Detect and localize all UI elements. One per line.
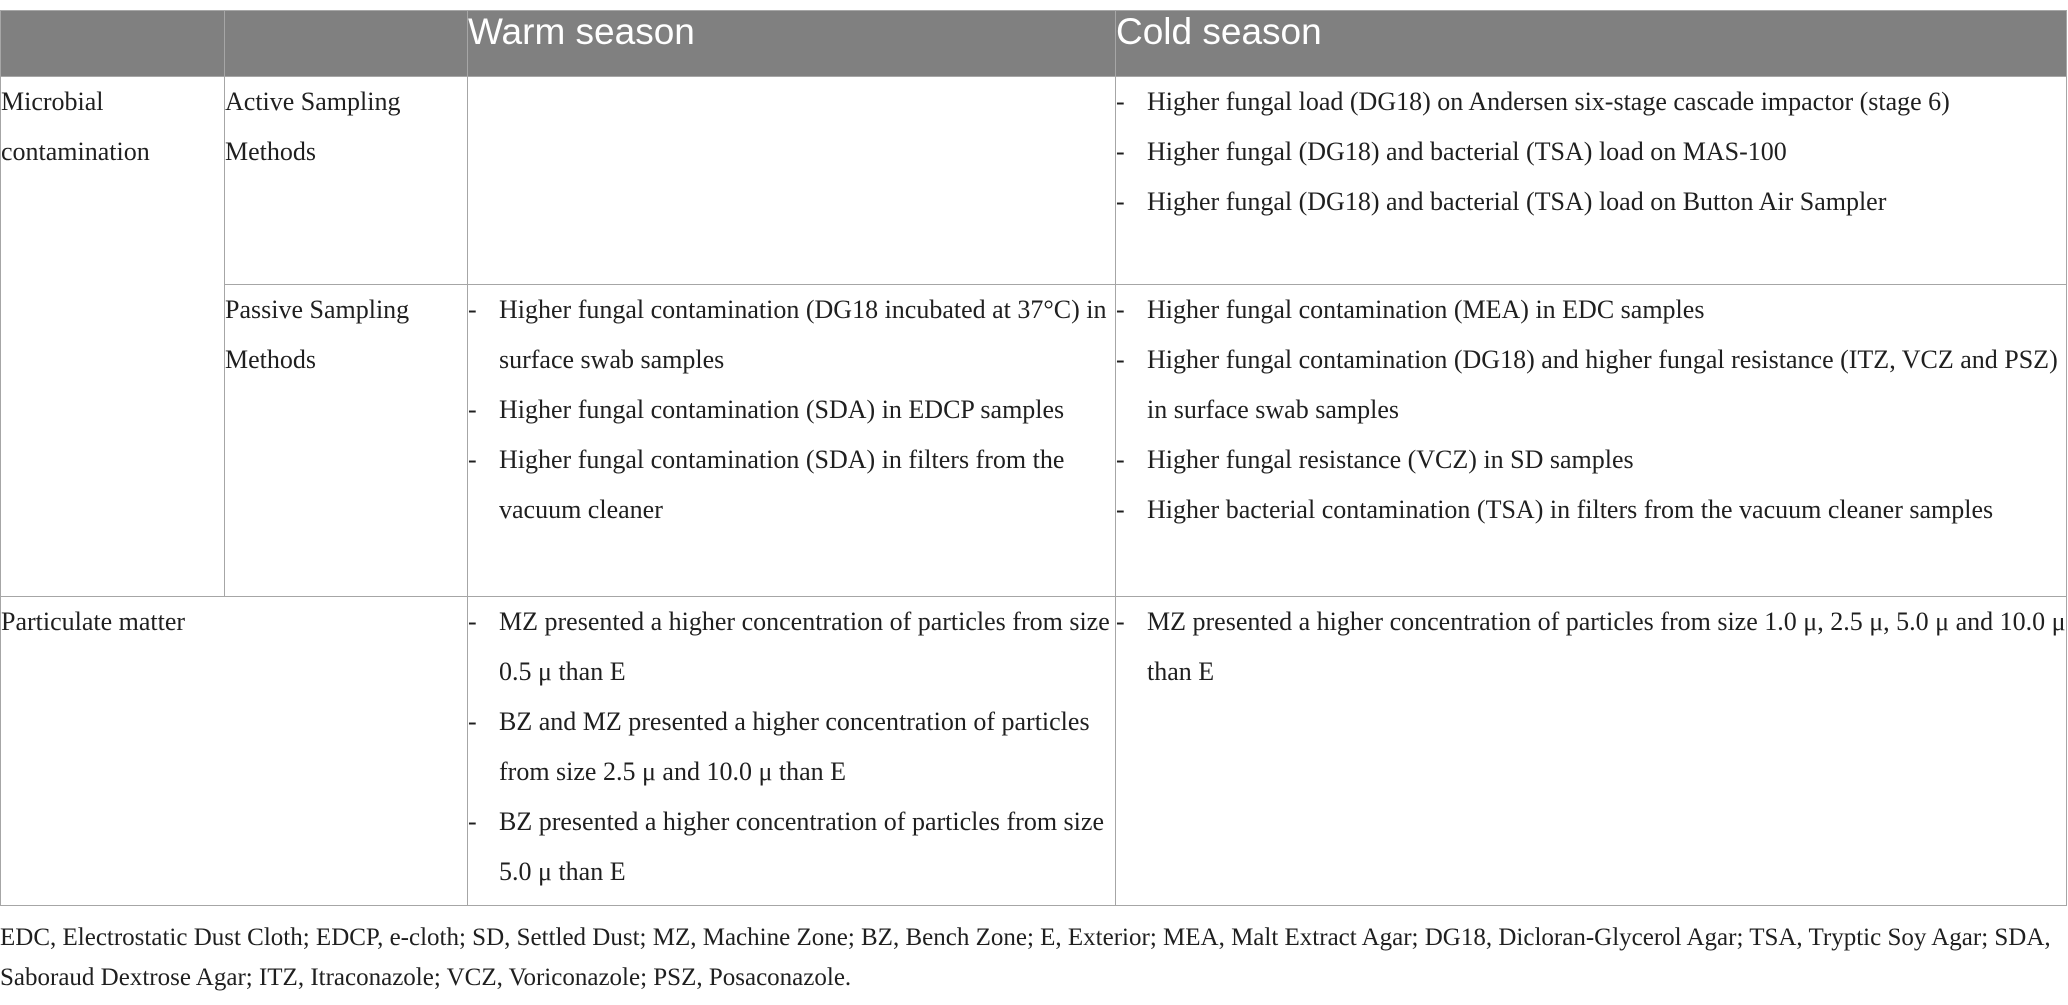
bullet-item (468, 697, 1115, 797)
bullet-item (1116, 127, 2066, 177)
bullet-text: BZ and MZ presented a higher concentration of particles from size 2.5 μ and 10.0 μ than E (499, 707, 1090, 786)
bullet-dash: - (1116, 495, 1125, 524)
bullet-dash: - (1116, 87, 1125, 116)
bullet-dash: - (468, 445, 477, 474)
bullet-dash: - (1116, 137, 1125, 166)
bullet-dash: - (468, 607, 477, 636)
bullet-dash: - (468, 295, 477, 324)
bullet-item (468, 285, 1115, 385)
header-cell-blank-1 (1, 11, 225, 77)
row-label-microbial-contamination: Microbial contamination (1, 77, 225, 597)
particulate-cold-cell (1116, 597, 2067, 906)
bullet-text: Higher fungal contamination (SDA) in filters from the vacuum cleaner (499, 445, 1065, 524)
bullet-dash: - (1116, 607, 1125, 636)
table-header-row (1, 11, 2067, 77)
bullet-item (1116, 485, 2066, 535)
header-cell-blank-2 (225, 11, 468, 77)
bullet-item (1116, 597, 2066, 697)
table-row-active-sampling (1, 77, 2067, 285)
bullet-text: Higher fungal contamination (MEA) in EDC samples (1147, 295, 1705, 324)
bullet-text: Higher fungal resistance (VCZ) in SD samples (1147, 445, 1634, 474)
bullet-item (1116, 177, 2066, 227)
header-warm-season: Warm season (468, 11, 1116, 77)
row-label-passive-sampling: Passive Sampling Methods (225, 285, 468, 597)
bullet-text: Higher bacterial contamination (TSA) in filters from the vacuum cleaner samples (1147, 495, 1994, 524)
table-row-passive-sampling (1, 285, 2067, 597)
bullet-item (1116, 435, 2066, 485)
bullet-text: Higher fungal contamination (DG18 incubated at 37°C) in surface swab samples (499, 295, 1107, 374)
bullet-item (1116, 285, 2066, 335)
passive-cold-cell (1116, 285, 2067, 597)
bullet-dash: - (1116, 187, 1125, 216)
bullet-dash: - (1116, 445, 1125, 474)
bullet-item (468, 385, 1115, 435)
bullet-dash: - (468, 707, 477, 736)
bullet-dash: - (468, 395, 477, 424)
row-label-active-sampling: Active Sampling Methods (225, 77, 468, 285)
bullet-text: Higher fungal contamination (DG18) and higher fungal resistance (ITZ, VCZ and PSZ) in surface swab samples (1147, 345, 2058, 424)
active-warm-cell (468, 77, 1116, 285)
bullet-item (468, 435, 1115, 535)
active-cold-cell (1116, 77, 2067, 285)
bullet-text: Higher fungal load (DG18) on Andersen six-stage cascade impactor (stage 6) (1147, 87, 1950, 116)
bullet-text: Higher fungal (DG18) and bacterial (TSA) load on MAS-100 (1147, 137, 1787, 166)
bullet-item (468, 797, 1115, 897)
bullet-dash: - (1116, 295, 1125, 324)
bullet-item (1116, 335, 2066, 435)
particulate-warm-cell (468, 597, 1116, 906)
bullet-item (468, 597, 1115, 697)
bullet-dash: - (1116, 345, 1125, 374)
bullet-text: Higher fungal (DG18) and bacterial (TSA) load on Button Air Sampler (1147, 187, 1887, 216)
row-label-particulate-matter: Particulate matter (1, 597, 468, 906)
bullet-text: MZ presented a higher concentration of particles from size 0.5 μ than E (499, 607, 1110, 686)
bullet-text: Higher fungal contamination (SDA) in EDCP samples (499, 395, 1065, 424)
table-row-particulate-matter (1, 597, 2067, 906)
bullet-item (1116, 77, 2066, 127)
season-comparison-table (0, 10, 2067, 906)
bullet-text: BZ presented a higher concentration of particles from size 5.0 μ than E (499, 807, 1104, 886)
bullet-text: MZ presented a higher concentration of particles from size 1.0 μ, 2.5 μ, 5.0 μ and 10.0 μ than E (1147, 607, 2066, 686)
passive-warm-cell (468, 285, 1116, 597)
table-footnote: EDC, Electrostatic Dust Cloth; EDCP, e-cloth; SD, Settled Dust; MZ, Machine Zone; BZ, Bench Zone; E, Exterior; MEA, Malt Extract Agar; DG18, Dicloran-Glycerol Agar; TSA, Tryptic Soy Agar; SDA, Saboraud Dextrose Agar; ITZ, Itraconazole; VCZ, Voriconazole; PSZ, Posaconazole. (0, 924, 2051, 991)
header-cold-season: Cold season (1116, 11, 2067, 77)
bullet-dash: - (468, 807, 477, 836)
